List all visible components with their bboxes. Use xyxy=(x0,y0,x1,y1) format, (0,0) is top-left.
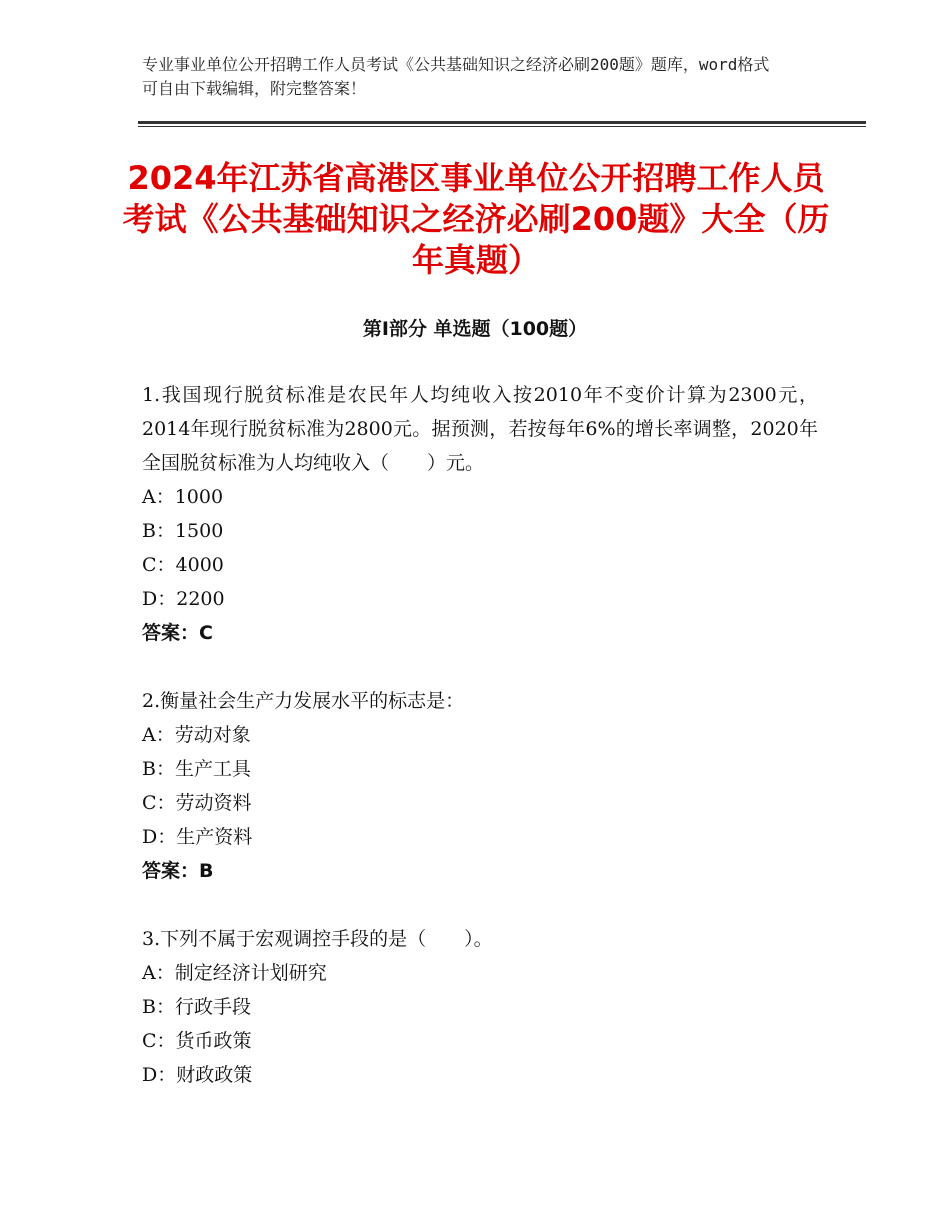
option-c: C：4000 xyxy=(142,554,224,576)
option-b: B：行政手段 xyxy=(142,996,251,1018)
option-d: D：2200 xyxy=(142,588,225,610)
question-stem: 1.我国现行脱贫标准是农民年人均纯收入按2010年不变价计算为2300元，2014年现行脱贫标准为2800元。据预测，若按每年6%的增长率调整，2020年全国脱贫标准为人均纯收入（ ）元。 xyxy=(142,384,818,474)
option-b: B：生产工具 xyxy=(142,758,251,780)
option-d: D：财政政策 xyxy=(142,1064,253,1086)
header-note: 专业事业单位公开招聘工作人员考试《公共基础知识之经济必刷200题》题库，word格式可自由下载编辑，附完整答案！ xyxy=(142,55,770,98)
question-stem: 3.下列不属于宏观调控手段的是（ ）。 xyxy=(142,928,493,950)
question-stem: 2.衡量社会生产力发展水平的标志是： xyxy=(142,690,465,712)
question-1 xyxy=(142,378,818,650)
answer: 答案：B xyxy=(142,860,214,882)
option-a: A：1000 xyxy=(142,486,224,508)
question-2 xyxy=(142,684,818,888)
option-a: A：制定经济计划研究 xyxy=(142,962,327,984)
document-title: 2024年江苏省高港区事业单位公开招聘工作人员考试《公共基础知识之经济必刷200题》大全（历年真题） xyxy=(122,159,830,279)
option-d: D：生产资料 xyxy=(142,826,253,848)
answer: 答案：C xyxy=(142,622,213,644)
question-list xyxy=(142,378,818,1126)
option-b: B：1500 xyxy=(142,520,224,542)
option-c: C：货币政策 xyxy=(142,1030,252,1052)
header-divider-thick xyxy=(138,121,866,124)
option-a: A：劳动对象 xyxy=(142,724,251,746)
section-heading: 第I部分 单选题（100题） xyxy=(362,318,588,340)
question-3 xyxy=(142,922,818,1092)
option-c: C：劳动资料 xyxy=(142,792,252,814)
header-divider-thin xyxy=(138,126,866,127)
